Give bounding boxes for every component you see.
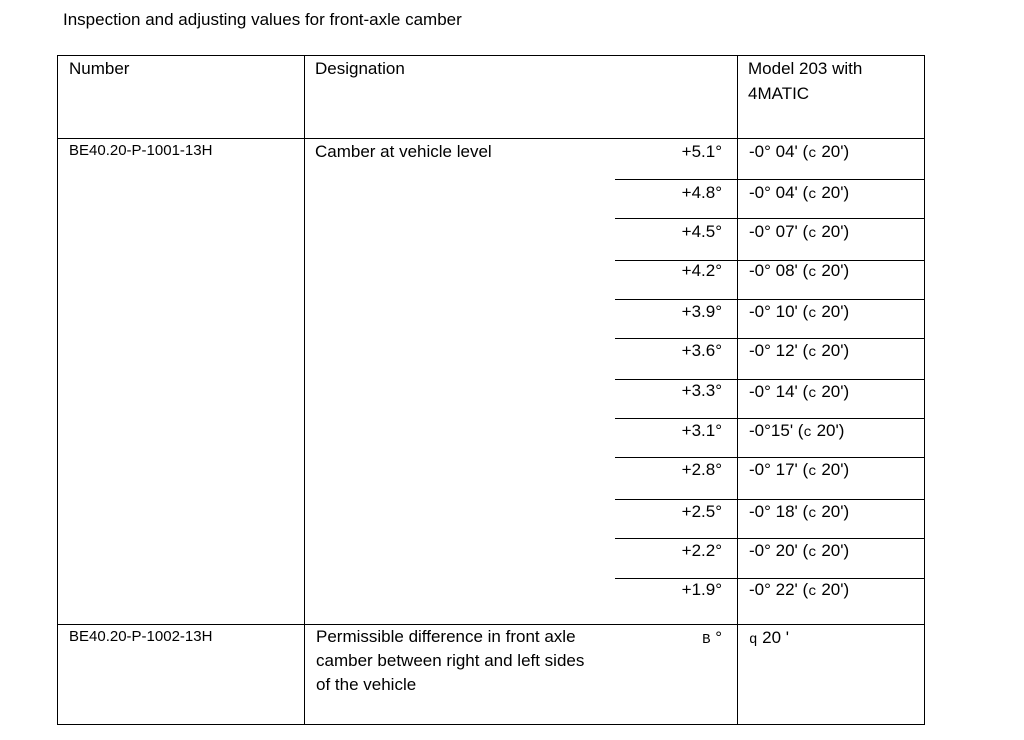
camber-value: -0° 17' (c 20') xyxy=(749,460,850,480)
camber-spec-table xyxy=(57,55,925,725)
tolerance-symbol: B xyxy=(702,632,711,648)
subrow-divider xyxy=(615,299,924,300)
tolerance-symbol: c xyxy=(808,386,817,402)
tolerance-symbol: c xyxy=(808,506,817,522)
subrow-divider xyxy=(615,499,924,500)
camber-angle: +1.9° xyxy=(681,580,722,599)
camber-angle: +2.8° xyxy=(681,460,722,479)
camber-value: -0° 04' (c 20') xyxy=(749,142,850,162)
tolerance-symbol: c xyxy=(808,306,817,322)
difference-value: q 20 ' xyxy=(749,628,790,648)
camber-value: -0° 08' (c 20') xyxy=(749,261,850,281)
tolerance-symbol: c xyxy=(803,425,812,441)
camber-value: -0° 14' (c 20') xyxy=(749,382,850,402)
camber-angle: +2.5° xyxy=(681,502,722,521)
subrow-divider xyxy=(615,338,924,339)
camber-angle: +5.1° xyxy=(681,142,722,161)
camber-value: -0°15' (c 20') xyxy=(749,421,845,441)
tolerance-symbol: c xyxy=(808,146,817,162)
subrow-divider xyxy=(615,457,924,458)
row-2-designation: Permissible difference in front axle camber between right and left sides of the vehicle xyxy=(316,627,585,694)
row-1-number: BE40.20-P-1001-13H xyxy=(69,142,213,159)
tolerance-symbol: q xyxy=(749,632,758,648)
subrow-divider xyxy=(615,418,924,419)
tolerance-symbol: c xyxy=(808,584,817,600)
row-2-number: BE40.20-P-1002-13H xyxy=(69,628,213,645)
camber-angle: +2.2° xyxy=(681,541,722,560)
subrow-divider xyxy=(615,218,924,219)
header-number: Number xyxy=(69,59,130,78)
camber-value: -0° 20' (c 20') xyxy=(749,541,850,561)
camber-angle: +4.2° xyxy=(681,261,722,280)
header-model-line2: 4MATIC xyxy=(748,84,810,103)
tolerance-symbol: c xyxy=(808,265,817,281)
document-title: Inspection and adjusting values for front-axle camber xyxy=(63,10,462,29)
camber-value: -0° 18' (c 20') xyxy=(749,502,850,522)
camber-value: -0° 07' (c 20') xyxy=(749,222,850,242)
camber-value: -0° 10' (c 20') xyxy=(749,302,850,322)
header-designation: Designation xyxy=(315,59,405,78)
camber-angle: +3.3° xyxy=(681,381,722,400)
tolerance-symbol: c xyxy=(808,187,817,203)
tolerance-symbol: c xyxy=(808,345,817,361)
camber-angle: +4.5° xyxy=(681,222,722,241)
camber-value: -0° 04' (c 20') xyxy=(749,183,850,203)
camber-value: -0° 22' (c 20') xyxy=(749,580,850,600)
tolerance-symbol: c xyxy=(808,226,817,242)
header-divider xyxy=(58,138,924,139)
difference-angle: B ° xyxy=(702,628,722,648)
tolerance-symbol: c xyxy=(808,464,817,480)
tolerance-symbol: c xyxy=(808,545,817,561)
camber-value: -0° 12' (c 20') xyxy=(749,341,850,361)
header-model-line1: Model 203 with xyxy=(748,59,863,78)
subrow-divider xyxy=(615,538,924,539)
camber-angle: +3.1° xyxy=(681,421,722,440)
camber-angle: +3.6° xyxy=(681,341,722,360)
row-1-designation: Camber at vehicle level xyxy=(315,142,492,161)
subrow-divider xyxy=(615,179,924,180)
camber-angle: +3.9° xyxy=(681,302,722,321)
camber-angle: +4.8° xyxy=(681,183,722,202)
